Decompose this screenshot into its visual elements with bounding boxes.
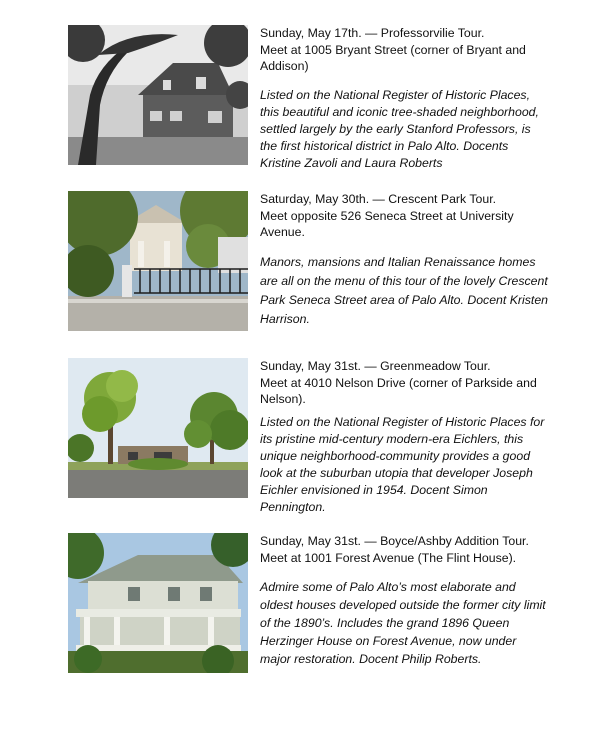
tour-heading: Sunday, May 31st. — Boyce/Ashby Addition Tour. bbox=[260, 534, 529, 548]
tour-heading: Sunday, May 31st. — Greenmeadow Tour. bbox=[260, 359, 491, 373]
tour-heading: Saturday, May 30th. — Crescent Park Tour. bbox=[260, 192, 497, 206]
tour-greenmeadow-text bbox=[260, 358, 548, 516]
photo-boyce-ashby-house bbox=[68, 533, 248, 673]
photo-professorville-house bbox=[68, 25, 248, 165]
tour-heading: Sunday, May 17th. — Professorvilie Tour. bbox=[260, 26, 485, 40]
tour-meeting-point: Meet at 1001 Forest Avenue (The Flint House). bbox=[260, 550, 517, 565]
tour-crescent-park-text bbox=[260, 191, 548, 329]
tour-professorville-text bbox=[260, 25, 548, 172]
photo-greenmeadow-eichler bbox=[68, 358, 248, 498]
tour-description: Listed on the National Register of Historic Places for its pristine mid-century modern-era Eichlers, this unique neighborhood-community provides a good look at the suburban utopia that developer Joseph Eichler envisioned in 1954. Docent Simon Pennington. bbox=[260, 414, 545, 514]
tour-boyce-ashby-text bbox=[260, 533, 548, 668]
tour-meeting-point: Meet at 4010 Nelson Drive (corner of Parkside and Nelson). bbox=[260, 375, 537, 406]
photo-crescent-park-gate bbox=[68, 191, 248, 331]
tour-description: Manors, mansions and Italian Renaissance homes are all on the menu of this tour of the lovely Crescent Park Seneca Street area of Palo Alto. Docent Kristen Harrison. bbox=[260, 254, 548, 326]
tour-meeting-point: Meet at 1005 Bryant Street (corner of Bryant and Addison) bbox=[260, 42, 526, 73]
tour-description: Admire some of Palo Alto’s most elaborate and oldest houses developed outside the former city limit of the 1890’s. Includes the grand 1896 Queen Herzinger House on Forest Avenue, now under major restoration. Docent Philip Roberts. bbox=[260, 580, 546, 666]
tour-description: Listed on the National Register of Historic Places, this beautiful and iconic tree-shaded neighborhood, settled largely by the early Stanford Professors, is the first historical district in Palo Alto. Docents Kristine Zavoli and Laura Roberts bbox=[260, 87, 539, 170]
tour-meeting-point: Meet opposite 526 Seneca Street at University Avenue. bbox=[260, 208, 514, 239]
